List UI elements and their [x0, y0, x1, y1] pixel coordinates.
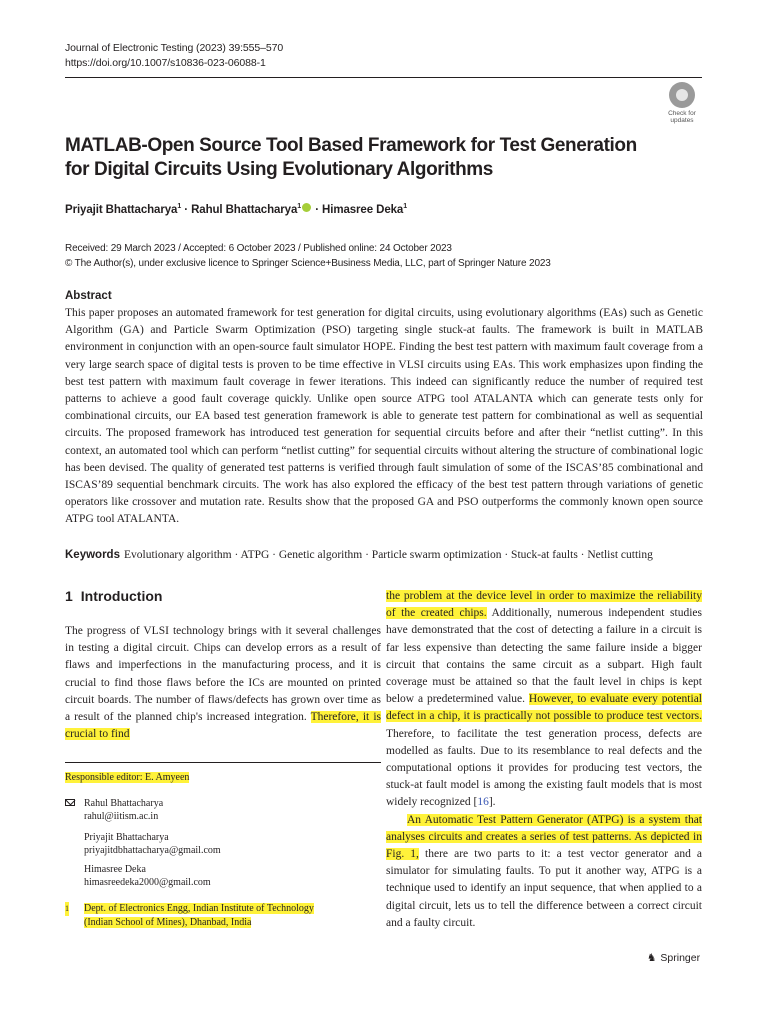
dates-line: Received: 29 March 2023 / Accepted: 6 October 2023 / Published online: 24 October 2023 [65, 243, 452, 254]
author-affil-sup: 1 [177, 203, 182, 211]
highlighted-text: Therefore, it is crucial to find [65, 711, 381, 741]
copyright-line: © The Author(s), under exclusive licence to Springer Science+Business Media, LLC, part of Springer Nature 2023 [65, 258, 551, 269]
highlighted-text: However, to evaluate every potential defect in a chip, it is practically not possible to produce test vectors. [386, 693, 702, 723]
citation-link[interactable]: 16 [477, 796, 489, 809]
keywords-list: Evolutionary algorithm · ATPG · Genetic algorithm · Particle swarm optimization · Stuck-at faults · Netlist cutting [123, 549, 653, 561]
paper-title [65, 134, 665, 182]
contact-entry [84, 864, 211, 889]
author-list [65, 203, 407, 216]
section-number: 1 [65, 588, 73, 604]
editor-text: Responsible editor: E. Amyeen [65, 772, 190, 783]
abstract-heading: Abstract [65, 290, 112, 302]
affiliation-line [84, 916, 251, 930]
author-separator: · [315, 204, 319, 216]
intro-column-right [386, 588, 702, 932]
publisher-name: Springer [660, 952, 701, 964]
author-affil-sup: 1 [403, 203, 407, 211]
paragraph-text: Therefore, to facilitate the test generation process, defects are modelled as faults. Due to its resemblance to real defects and the computational options it provides for producing test vectors, the stuck-at fault model is among the existing fault models that is most widely recognized [ [386, 727, 702, 809]
contact-name: Himasree Deka [84, 864, 146, 875]
paragraph-text: ]. [488, 796, 496, 809]
title-line-1: MATLAB-Open Source Tool Based Framework for Test Generation [65, 135, 637, 156]
contact-email[interactable]: priyajitdbhattacharya@gmail.com [84, 844, 221, 856]
section-title: Introduction [80, 588, 163, 604]
contact-name: Priyajit Bhattacharya [84, 832, 169, 843]
header-rule [65, 77, 702, 78]
author-affil-sup: 1 [297, 203, 302, 211]
contact-email[interactable]: rahul@iitism.ac.in [84, 810, 159, 822]
highlighted-text: the problem at the device level in order to maximize the reliability of the created chips. [386, 590, 702, 620]
paragraph [386, 588, 702, 812]
abstract-text: This paper proposes an automated framework for test generation for digital circuits, using evolutionary algorithms (EAs) such as Genetic Algorithm (GA) and Particle Swarm Optimization (PSO) targeting single stuck-at faults. The framework is built in MATLAB environment in conjunction with an open-source fault simulator HOPE. Finding the best test pattern with maximum fault coverage from a very large search space of digital tests is proven to be time effective in VLSI circuits using EAs. This work emphasizes upon finding the best test pattern with maximum fault coverage in fewer iterations. This indeed can significantly reduce the number of required test patterns to achieve a good fault coverage quickly. Unlike open source ATPG tool ATALANTA which can generate tests only for combinational circuits, our EA based test generation framework is able to generate test pattern for combinational as well as sequential circuits. The proposed framework has introduced test generation for sequential circuits before and after their “netlist cutting”. In this context, an automated tool which can perform “netlist cutting” for sequential circuits without altering the structure of combinational logic has been devised. The quality of generated test patterns is verified through fault simulation of some of the ISCAS’85 combinational and ISCAS’89 sequential benchmark circuits. The work has also explored the efficacy of the best test pattern through variations of genetic operators like crossover and mutation rate. Results show that the proposed GA and PSO outperforms the commonly known open source ATPG tool ATALANTA. [65, 307, 703, 526]
footnote-rule [65, 762, 381, 763]
contact-entry [84, 832, 221, 857]
title-line-2: for Digital Circuits Using Evolutionary Algorithms [65, 159, 493, 180]
badge-label-line2: updates [670, 117, 694, 124]
keywords [65, 549, 653, 561]
badge-label-line1: Check for [668, 110, 696, 117]
publication-dates [65, 241, 551, 271]
author-name[interactable]: Priyajit Bhattacharya [65, 204, 178, 216]
contact-email[interactable]: himasreedeka2000@gmail.com [84, 876, 211, 888]
contact-entry [84, 798, 163, 823]
affiliation [65, 902, 381, 932]
publisher-footer [647, 952, 700, 964]
journal-citation: Journal of Electronic Testing (2023) 39:555–570 [65, 42, 284, 54]
keywords-label: Keywords [65, 549, 120, 561]
paragraph-text: Additionally, numerous independent studies have demonstrated that the cost of detecting a failure in a circuit is far less expensive than detecting the same failure inside a bigger circuit that contains the same circuit as a subpart. High fault coverage must be attained so that the fault level in chips is kept below a predetermined value. [386, 607, 702, 706]
paragraph-text: The progress of VLSI technology brings with it several challenges in testing a digital circuit. Chips can develop errors as a result of flaws and imperfections in the manufacturing process, and it is crucial to find those flaws before the ICs are mounted on printed circuit boards. The number of flaws/defects has grown over time as a result of the planned chip's increased integration. [65, 625, 381, 724]
doi-link[interactable]: https://doi.org/10.1007/s10836-023-06088-1 [65, 57, 266, 69]
author-name[interactable]: Rahul Bhattacharya [191, 204, 298, 216]
paragraph-text: there are two parts to it: a test vector generator and a simulator for simulating faults. To put it another way, ATPG is a technique used to identify an input sequence, that when applied to a digital circuit, lets us to tell the difference between a correct circuit and a faulty circuit. [386, 848, 703, 929]
affiliation-text: Dept. of Electronics Engg, Indian Institute of Technology [84, 903, 314, 914]
journal-header [65, 41, 283, 71]
affiliation-text: (Indian School of Mines), Dhanbad, India [84, 917, 252, 928]
author-separator: · [184, 204, 188, 216]
author-name[interactable]: Himasree Deka [322, 204, 404, 216]
intro-column-left [65, 623, 381, 743]
affiliation-number: 1 [65, 902, 69, 916]
paragraph [386, 812, 702, 932]
check-for-updates-icon [669, 82, 695, 108]
section-heading [65, 588, 162, 604]
check-for-updates-badge[interactable] [662, 82, 702, 124]
contact-name: Rahul Bhattacharya [84, 798, 164, 809]
corresponding-contacts [65, 798, 381, 898]
orcid-icon[interactable] [302, 203, 311, 212]
envelope-icon [65, 799, 75, 806]
affiliation-line [84, 902, 314, 916]
responsible-editor [65, 772, 189, 783]
springer-horse-icon: ♞ [647, 952, 657, 964]
highlighted-text: An Automatic Test Pattern Generator (ATPG) is a system that analyses circuits and creates a series of test patterns. As depicted in Fig. 1, [386, 813, 702, 861]
